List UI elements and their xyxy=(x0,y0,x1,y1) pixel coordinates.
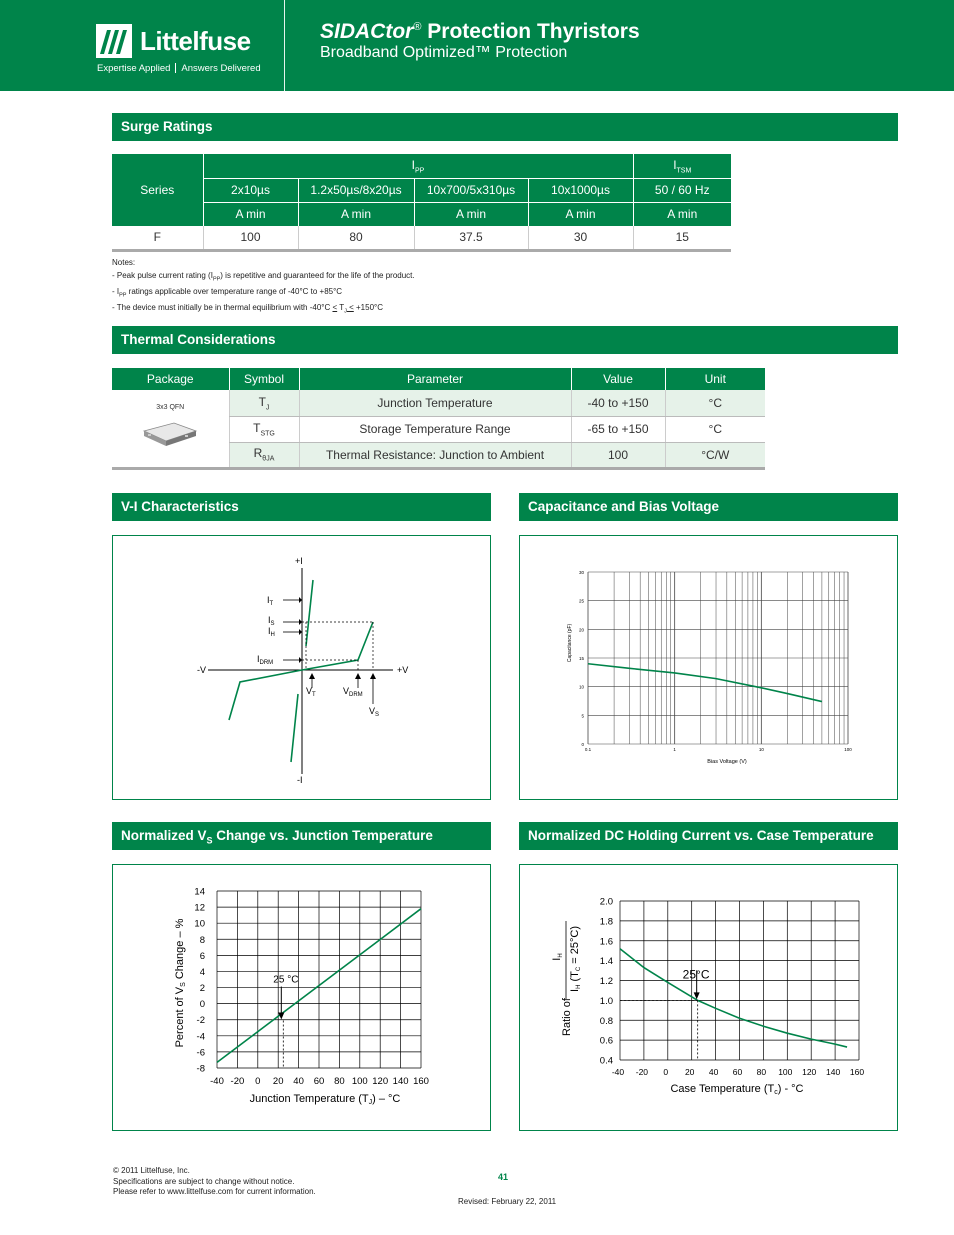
littelfuse-logo-icon xyxy=(96,24,132,58)
ih-ylabel-denominator: IH (TC = 25°C) xyxy=(569,926,582,992)
value-cell: -65 to +150 xyxy=(571,416,665,442)
section-vs-change: Normalized $V_S$ Change vs. Junction Temperature xyxy=(112,822,491,850)
vs-xtick: 100 xyxy=(351,1076,368,1087)
cap-ytick: 15 xyxy=(578,656,584,661)
vi-diagram xyxy=(113,536,490,799)
table-row xyxy=(112,226,731,250)
value-cell: -40 to +150 xyxy=(571,390,665,416)
value-cell: 15 xyxy=(633,226,731,250)
waveform-header: 1.2x50µs/8x20µs xyxy=(298,178,414,202)
ih-xtick: -20 xyxy=(635,1067,649,1077)
vi-vt-arrow xyxy=(309,673,315,679)
unit-cell: °C xyxy=(665,416,765,442)
ih-ylabel-ratio: Ratio of xyxy=(561,998,573,1036)
tagline-left: Expertise Applied xyxy=(97,63,171,74)
value-cell: 100 xyxy=(203,226,298,250)
page-number: 41 xyxy=(498,1172,509,1182)
capacitance-chart xyxy=(520,536,897,799)
table-row xyxy=(112,390,765,416)
unit-cell: °C/W xyxy=(665,442,765,468)
ih-ytick: 1.2 xyxy=(599,976,613,987)
cap-ytick: 25 xyxy=(578,598,584,604)
vi-minus-v: -V xyxy=(197,665,206,675)
ih-xtick: 140 xyxy=(826,1067,841,1077)
ih-ytick: 1.4 xyxy=(599,956,613,968)
value-cell: 100 xyxy=(571,442,665,468)
unit-header: Unit xyxy=(665,368,765,390)
vs-ytick: 2 xyxy=(199,983,205,995)
ih-ytick: 2.0 xyxy=(599,896,613,908)
cap-ytick: 5 xyxy=(581,713,584,719)
vs-xtick: 80 xyxy=(334,1076,345,1087)
vs-ytick: -4 xyxy=(196,1031,205,1043)
symbol-cell: $T_J$ xyxy=(229,390,299,416)
vi-ih-label: $I_H$ xyxy=(268,626,275,638)
vs-xtick: 0 xyxy=(255,1076,261,1087)
vs-xtick: 60 xyxy=(313,1076,325,1087)
footer-copyright: © 2011 Littelfuse, Inc. xyxy=(113,1166,190,1175)
vs-xtick: -20 xyxy=(230,1076,245,1087)
vs-ticks xyxy=(194,887,429,1088)
unit-header: A min xyxy=(633,202,731,226)
value-cell: 30 xyxy=(528,226,633,250)
ih-chart-box xyxy=(519,864,898,1131)
waveform-header: 2x10µs xyxy=(203,178,298,202)
header-divider xyxy=(284,0,285,91)
series-header: Series xyxy=(112,154,203,226)
ih-annotation: 25°C xyxy=(682,967,710,982)
ih-xtick: 40 xyxy=(708,1067,719,1077)
parameter-header: Parameter xyxy=(299,368,571,390)
brand-name: Littelfuse xyxy=(140,26,251,56)
itsm-header: $I_{TSM}$ xyxy=(633,154,731,178)
vi-vt-label: $V_T$ xyxy=(306,686,316,698)
footer-line3: Please refer to www.littelfuse.com for current information. xyxy=(113,1187,316,1196)
section-capacitance: Capacitance and Bias Voltage xyxy=(519,493,898,521)
unit-header: A min xyxy=(414,202,528,226)
vs-chart xyxy=(113,865,490,1130)
footer-legal xyxy=(113,1166,316,1198)
surge-notes xyxy=(112,257,415,318)
vi-minus-i: -I xyxy=(297,775,303,785)
parameter-cell: Storage Temperature Range xyxy=(299,416,571,442)
title-brand: SIDACtor xyxy=(320,20,414,43)
page-header xyxy=(0,0,954,91)
ih-xtick: 80 xyxy=(756,1067,767,1077)
page-title xyxy=(320,20,640,44)
surge-ratings-table xyxy=(112,154,731,252)
package-header: Package xyxy=(112,368,229,390)
ih-ytick: 1.6 xyxy=(599,936,613,948)
vs-xtick: 140 xyxy=(392,1076,409,1087)
value-cell: 37.5 xyxy=(414,226,528,250)
vs-xtick: 160 xyxy=(413,1076,429,1087)
notes-heading: Notes: xyxy=(112,258,136,267)
cap-xtick: 10 xyxy=(758,747,764,752)
vi-vs-label: $V_S$ xyxy=(369,706,380,718)
package-name: 3x3 QFN xyxy=(156,404,185,411)
vi-vs-arrow xyxy=(370,673,376,679)
brand-tagline xyxy=(97,63,261,74)
vs-xlabel: Junction Temperature (TJ) – °C xyxy=(249,1093,401,1106)
vi-it-label: $I_T$ xyxy=(267,595,274,607)
vi-idrm-label: $I_{DRM}$ xyxy=(257,654,274,666)
title-reg: ® xyxy=(413,21,422,33)
unit-header: A min xyxy=(298,202,414,226)
symbol-header: Symbol xyxy=(229,368,299,390)
note-3: - The device must initially be in thermal equilibrium with $-40^\circ C < T_J < +150^\circ C$ xyxy=(112,302,383,315)
section-ih: Normalized DC Holding Current vs. Case Temperature xyxy=(519,822,898,850)
waveform-header: 10x1000µs xyxy=(528,178,633,202)
ih-grid xyxy=(620,901,859,1060)
vi-vdrm-label: $V_{DRM}$ xyxy=(343,686,363,698)
cap-ytick: 10 xyxy=(578,684,584,690)
qfn-package-icon xyxy=(140,415,200,449)
series-cell: F xyxy=(112,226,203,250)
ih-xtick: 160 xyxy=(849,1067,865,1077)
ih-ticks xyxy=(600,897,865,1078)
section-thermal: Thermal Considerations xyxy=(112,326,898,354)
unit-header: A min xyxy=(203,202,298,226)
vs-xtick: -40 xyxy=(210,1076,224,1087)
vs-ytick: 8 xyxy=(199,934,205,946)
ih-ytick: 1.0 xyxy=(599,995,613,1007)
vs-ylabel: Percent of VS Change – % xyxy=(174,918,187,1048)
note-2: - $I_{PP}$ ratings applicable over temperature range of -40°C to +85°C xyxy=(112,286,343,299)
ih-xtick: 0 xyxy=(663,1067,669,1077)
cap-xtick: 1 xyxy=(673,747,676,752)
thermal-table xyxy=(112,368,765,470)
vs-xtick: 40 xyxy=(293,1076,304,1087)
vs-ytick: 10 xyxy=(194,918,205,930)
cap-ytick: 0 xyxy=(581,742,584,747)
capacitance-chart-box xyxy=(519,535,898,800)
vi-plus-i: +I xyxy=(295,556,303,566)
unit-header: A min xyxy=(528,202,633,226)
vs-chart-box xyxy=(112,864,491,1131)
vs-ytick: 6 xyxy=(199,950,205,962)
vi-curve-negative-on xyxy=(291,694,298,762)
note-1: - Peak pulse current rating $(I_{PP})$ is repetitive and guaranteed for the life of the product. xyxy=(112,270,415,283)
unit-cell: °C xyxy=(665,390,765,416)
revision-date: Revised: February 22, 2011 xyxy=(458,1197,557,1206)
vi-plus-v: +V xyxy=(397,665,409,675)
capacitance-ylabel: Capacitance (pF) xyxy=(567,623,573,663)
vs-xtick: 20 xyxy=(272,1076,284,1087)
ih-xlabel: Case Temperature (Tc) - °C xyxy=(670,1083,804,1096)
vi-curve-positive-off xyxy=(302,622,373,670)
vs-annotation: 25 °C xyxy=(273,974,299,986)
symbol-cell: $T_{STG}$ xyxy=(229,416,299,442)
vs-ytick: 12 xyxy=(194,902,205,914)
cap-ytick: 20 xyxy=(578,627,584,633)
vi-curve-negative-off xyxy=(229,670,302,720)
parameter-cell: Junction Temperature xyxy=(299,390,571,416)
vs-ytick: 0 xyxy=(199,999,205,1011)
vi-is-label: $I_S$ xyxy=(268,615,275,627)
ih-chart xyxy=(520,865,897,1130)
value-cell: 80 xyxy=(298,226,414,250)
cap-xtick: 100 xyxy=(844,747,852,752)
vi-vdrm-arrow xyxy=(355,673,361,679)
vi-diagram-box xyxy=(112,535,491,800)
vs-ytick: 4 xyxy=(199,966,205,978)
ih-xtick: 120 xyxy=(802,1067,817,1077)
footer-line2: Specifications are subject to change without notice. xyxy=(113,1176,295,1186)
title-rest: Protection Thyristors xyxy=(421,20,640,43)
vs-grid xyxy=(217,891,421,1068)
ih-ytick: 0.4 xyxy=(599,1055,613,1067)
ih-xtick: 60 xyxy=(732,1067,743,1077)
capacitance-xlabel: Bias Voltage (V) xyxy=(707,759,747,765)
ipp-header: $I_{PP}$ xyxy=(203,154,633,178)
vs-ytick: 14 xyxy=(194,886,205,898)
package-cell xyxy=(112,390,229,468)
ih-ytick: 1.8 xyxy=(599,916,613,928)
value-header: Value xyxy=(571,368,665,390)
vs-xtick: 120 xyxy=(372,1076,389,1087)
littelfuse-logo[interactable] xyxy=(96,24,266,78)
capacitance-grid xyxy=(588,572,848,744)
capacitance-series-line xyxy=(588,664,822,702)
waveform-header: 10x700/5x310µs xyxy=(414,178,528,202)
ih-series-line xyxy=(620,949,847,1047)
ih-ytick: 0.8 xyxy=(599,1015,613,1027)
vs-ytick: -2 xyxy=(196,1015,205,1027)
tagline-right: Answers Delivered xyxy=(181,63,261,74)
ih-xtick: 100 xyxy=(778,1067,793,1077)
section-vi: V-I Characteristics xyxy=(112,493,491,521)
vs-ytick: -6 xyxy=(196,1047,205,1059)
symbol-cell: $R_{\theta JA}$ xyxy=(229,442,299,468)
page-subtitle: Broadband Optimized™ Protection xyxy=(320,44,568,61)
ih-xtick: 20 xyxy=(684,1067,695,1077)
ih-ytick: 0.6 xyxy=(599,1035,613,1047)
waveform-header: 50 / 60 Hz xyxy=(633,178,731,202)
ih-ylabel-numerator: IH xyxy=(551,953,564,961)
vi-curve-positive-on xyxy=(306,580,313,646)
vs-ytick: -8 xyxy=(196,1063,205,1075)
capacitance-ticks xyxy=(579,570,852,752)
parameter-cell: Thermal Resistance: Junction to Ambient xyxy=(299,442,571,468)
cap-ytick: 30 xyxy=(578,570,584,575)
section-surge-ratings: Surge Ratings xyxy=(112,113,898,141)
cap-xtick: 0.1 xyxy=(584,747,592,752)
ih-xtick: -40 xyxy=(611,1067,625,1077)
